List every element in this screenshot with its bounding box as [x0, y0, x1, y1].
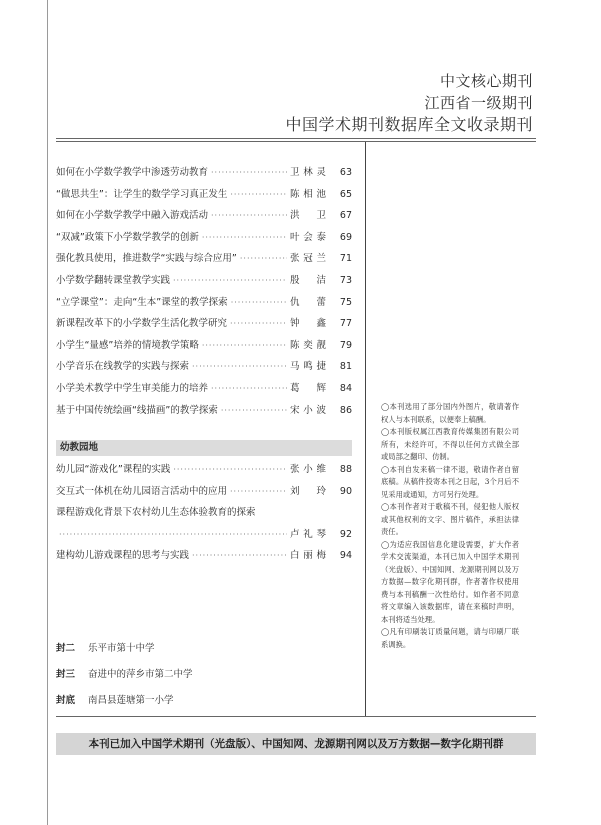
- toc-leader: [240, 254, 287, 263]
- toc-leader: [192, 551, 287, 560]
- toc-title: 小学美术教学中学生审美能力的培养: [56, 382, 209, 394]
- toc-page: 75: [339, 296, 352, 308]
- toc-title: 建构幼儿游戏课程的思考与实践: [56, 550, 190, 562]
- toc-page: 77: [339, 318, 352, 330]
- toc-leader: [230, 319, 287, 328]
- toc-author: 殷 洁: [290, 274, 326, 286]
- toc-page: 84: [339, 382, 352, 394]
- toc-page: 79: [339, 339, 352, 351]
- toc-page: 92: [339, 528, 352, 540]
- toc-leader: [173, 276, 287, 285]
- cover-entry: [56, 692, 193, 718]
- toc-leader: [211, 168, 287, 177]
- cover-caption: 南昌县莲塘第一小学: [88, 695, 174, 706]
- toc-author: 洪 卫: [290, 210, 326, 222]
- toc-title: 新课程改革下的小学数学生活化教学研究: [56, 318, 228, 330]
- header-rule-bottom: [56, 141, 536, 142]
- toc-page: 69: [339, 231, 352, 243]
- toc-page: 88: [339, 464, 352, 475]
- toc-entry[interactable]: [56, 547, 352, 569]
- toc-title: 课程游戏化背景下农村幼儿生态体验教育的探索: [56, 507, 256, 519]
- toc-leader: [202, 341, 287, 350]
- toc-entry[interactable]: [56, 164, 352, 186]
- toc-title: 强化教具使用，推进数学“实践与综合应用”: [56, 253, 237, 265]
- toc-leader: [221, 406, 287, 415]
- toc-page: 73: [339, 274, 352, 286]
- table-of-contents: [56, 164, 352, 423]
- toc-title: “立学课堂”：走向“生本”课堂的教学探索: [56, 296, 228, 308]
- toc-entry[interactable]: [56, 186, 352, 208]
- toc-title: 小学数学翻转课堂教学实践: [56, 274, 171, 286]
- toc-author: 刘 玲: [290, 485, 326, 497]
- toc-entry[interactable]: [56, 402, 352, 424]
- toc-author: 张冠兰: [290, 253, 326, 265]
- table-of-contents-kindergarten: [56, 461, 352, 569]
- cover-caption: 乐平市第十中学: [88, 643, 155, 654]
- cover-images-list: [56, 640, 193, 718]
- toc-page: 86: [339, 404, 352, 416]
- notice-paragraph: ◯本刊自发来稿一律不退，敬请作者自留底稿。从稿件投寄本刊之日起，3个月后不见采用或通知，方可另行处理。: [381, 464, 519, 499]
- toc-title: 如何在小学数学教学中渗透劳动教育: [56, 167, 209, 178]
- section-heading-kindergarten: 幼教园地: [56, 440, 352, 456]
- toc-page: 65: [339, 188, 352, 200]
- toc-title: 交互式一体机在幼儿园语言活动中的应用: [56, 485, 228, 497]
- toc-page: 90: [339, 485, 352, 497]
- toc-entry[interactable]: [56, 504, 352, 526]
- cover-position: 封二: [56, 643, 76, 654]
- toc-leader: [192, 362, 287, 371]
- cover-entry: [56, 666, 193, 692]
- toc-entry[interactable]: [56, 229, 352, 251]
- toc-entry[interactable]: [56, 380, 352, 402]
- toc-title: 小学音乐在线教学的实践与探索: [56, 361, 190, 373]
- toc-leader: [173, 465, 287, 474]
- toc-entry[interactable]: [56, 294, 352, 316]
- toc-author: 陈相池: [290, 188, 326, 200]
- toc-entry[interactable]: [56, 358, 352, 380]
- toc-entry[interactable]: [56, 250, 352, 272]
- notice-paragraph: ◯本刊版权属江西教育传媒集团有限公司所有，未经许可，不得以任何方式做全部或局部之翻印、仿制。: [381, 427, 519, 461]
- cover-position: 封三: [56, 669, 76, 680]
- toc-entry[interactable]: [56, 315, 352, 337]
- left-margin-rule: [47, 0, 48, 825]
- toc-title: 如何在小学数学教学中融入游戏活动: [56, 210, 209, 222]
- toc-author: 白丽梅: [290, 550, 326, 562]
- database-banner: 本刊已加入中国学术期刊（光盘版）、中国知网、龙源期刊网以及万方数据—数字化期刊群: [56, 733, 536, 755]
- header-rule-top: [56, 138, 536, 139]
- toc-entry[interactable]: [56, 526, 352, 548]
- footer-rule: [56, 716, 536, 717]
- toc-entry[interactable]: [56, 483, 352, 505]
- toc-entry[interactable]: [56, 207, 352, 229]
- cover-caption: 奋进中的萍乡市第二中学: [88, 669, 193, 680]
- toc-author: 张小维: [290, 464, 326, 475]
- toc-page: 71: [339, 253, 352, 265]
- toc-page: 63: [339, 167, 352, 178]
- toc-leader: [202, 233, 287, 242]
- cover-position: 封底: [56, 695, 76, 706]
- column-divider: [365, 142, 366, 716]
- toc-entry[interactable]: [56, 272, 352, 294]
- toc-leader: [230, 487, 287, 496]
- cover-entry: [56, 640, 193, 666]
- header-database-journal: 中国学术期刊数据库全文收录期刊: [285, 115, 533, 134]
- header-provincial-journal: 江西省一级期刊: [424, 94, 533, 112]
- toc-author: 叶会泰: [290, 231, 326, 243]
- toc-author: 卫林灵: [290, 167, 326, 178]
- toc-author: 钟 鑫: [290, 318, 326, 330]
- toc-leader: [59, 530, 287, 539]
- toc-entry[interactable]: [56, 337, 352, 359]
- toc-author: 葛 辉: [290, 382, 326, 394]
- journal-header: [285, 70, 533, 136]
- header-core-journal: 中文核心期刊: [439, 72, 533, 90]
- notice-paragraph: ◯凡有印刷装订质量问题，请与印刷厂联系调换。: [381, 627, 519, 649]
- toc-author: 马鸣捷: [290, 361, 326, 373]
- toc-title: “做思共生”：让学生的数学学习真正发生: [56, 188, 228, 200]
- notice-paragraph: ◯为适应我国信息化建设需要，扩大作者学术交流渠道，本刊已加入中国学术期刊（光盘版）、中国知网、龙源期刊网以及万方数据—数字化期刊群，作者著作权使用费与本刊稿酬一次性给付。如作者不同意将文章编入该数据库，请在来稿时声明，本刊将适当处理。: [381, 539, 519, 624]
- toc-author: 陈奕靓: [290, 339, 326, 351]
- toc-author: 仇 蕾: [290, 296, 326, 308]
- toc-title: 幼儿园“游戏化”课程的实践: [56, 464, 171, 475]
- toc-page: 67: [339, 210, 352, 222]
- toc-leader: [230, 190, 287, 199]
- notice-paragraph: ◯本刊选用了部分国内外图片，敬请著作权人与本刊联系，以便奉上稿酬。: [381, 402, 519, 424]
- toc-page: 94: [339, 550, 352, 562]
- editorial-notice: [381, 401, 519, 651]
- toc-title: “双减”政策下小学数学教学的创新: [56, 231, 199, 243]
- toc-title: 基于中国传统绘画“线描画”的教学探索: [56, 404, 218, 416]
- toc-author: 宋小波: [290, 404, 326, 416]
- toc-leader: [231, 298, 287, 307]
- notice-paragraph: ◯本刊作者对于歌稿不刊，侵犯他人版权或其他权利的文字、图片稿件，承担法律责任。: [381, 502, 519, 536]
- toc-leader: [211, 384, 287, 393]
- toc-author: 卢礼琴: [290, 528, 326, 540]
- toc-title: 小学生“量感”培养的情境教学策略: [56, 339, 199, 351]
- toc-entry[interactable]: [56, 461, 352, 483]
- toc-page: 81: [339, 361, 352, 373]
- toc-leader: [211, 211, 287, 220]
